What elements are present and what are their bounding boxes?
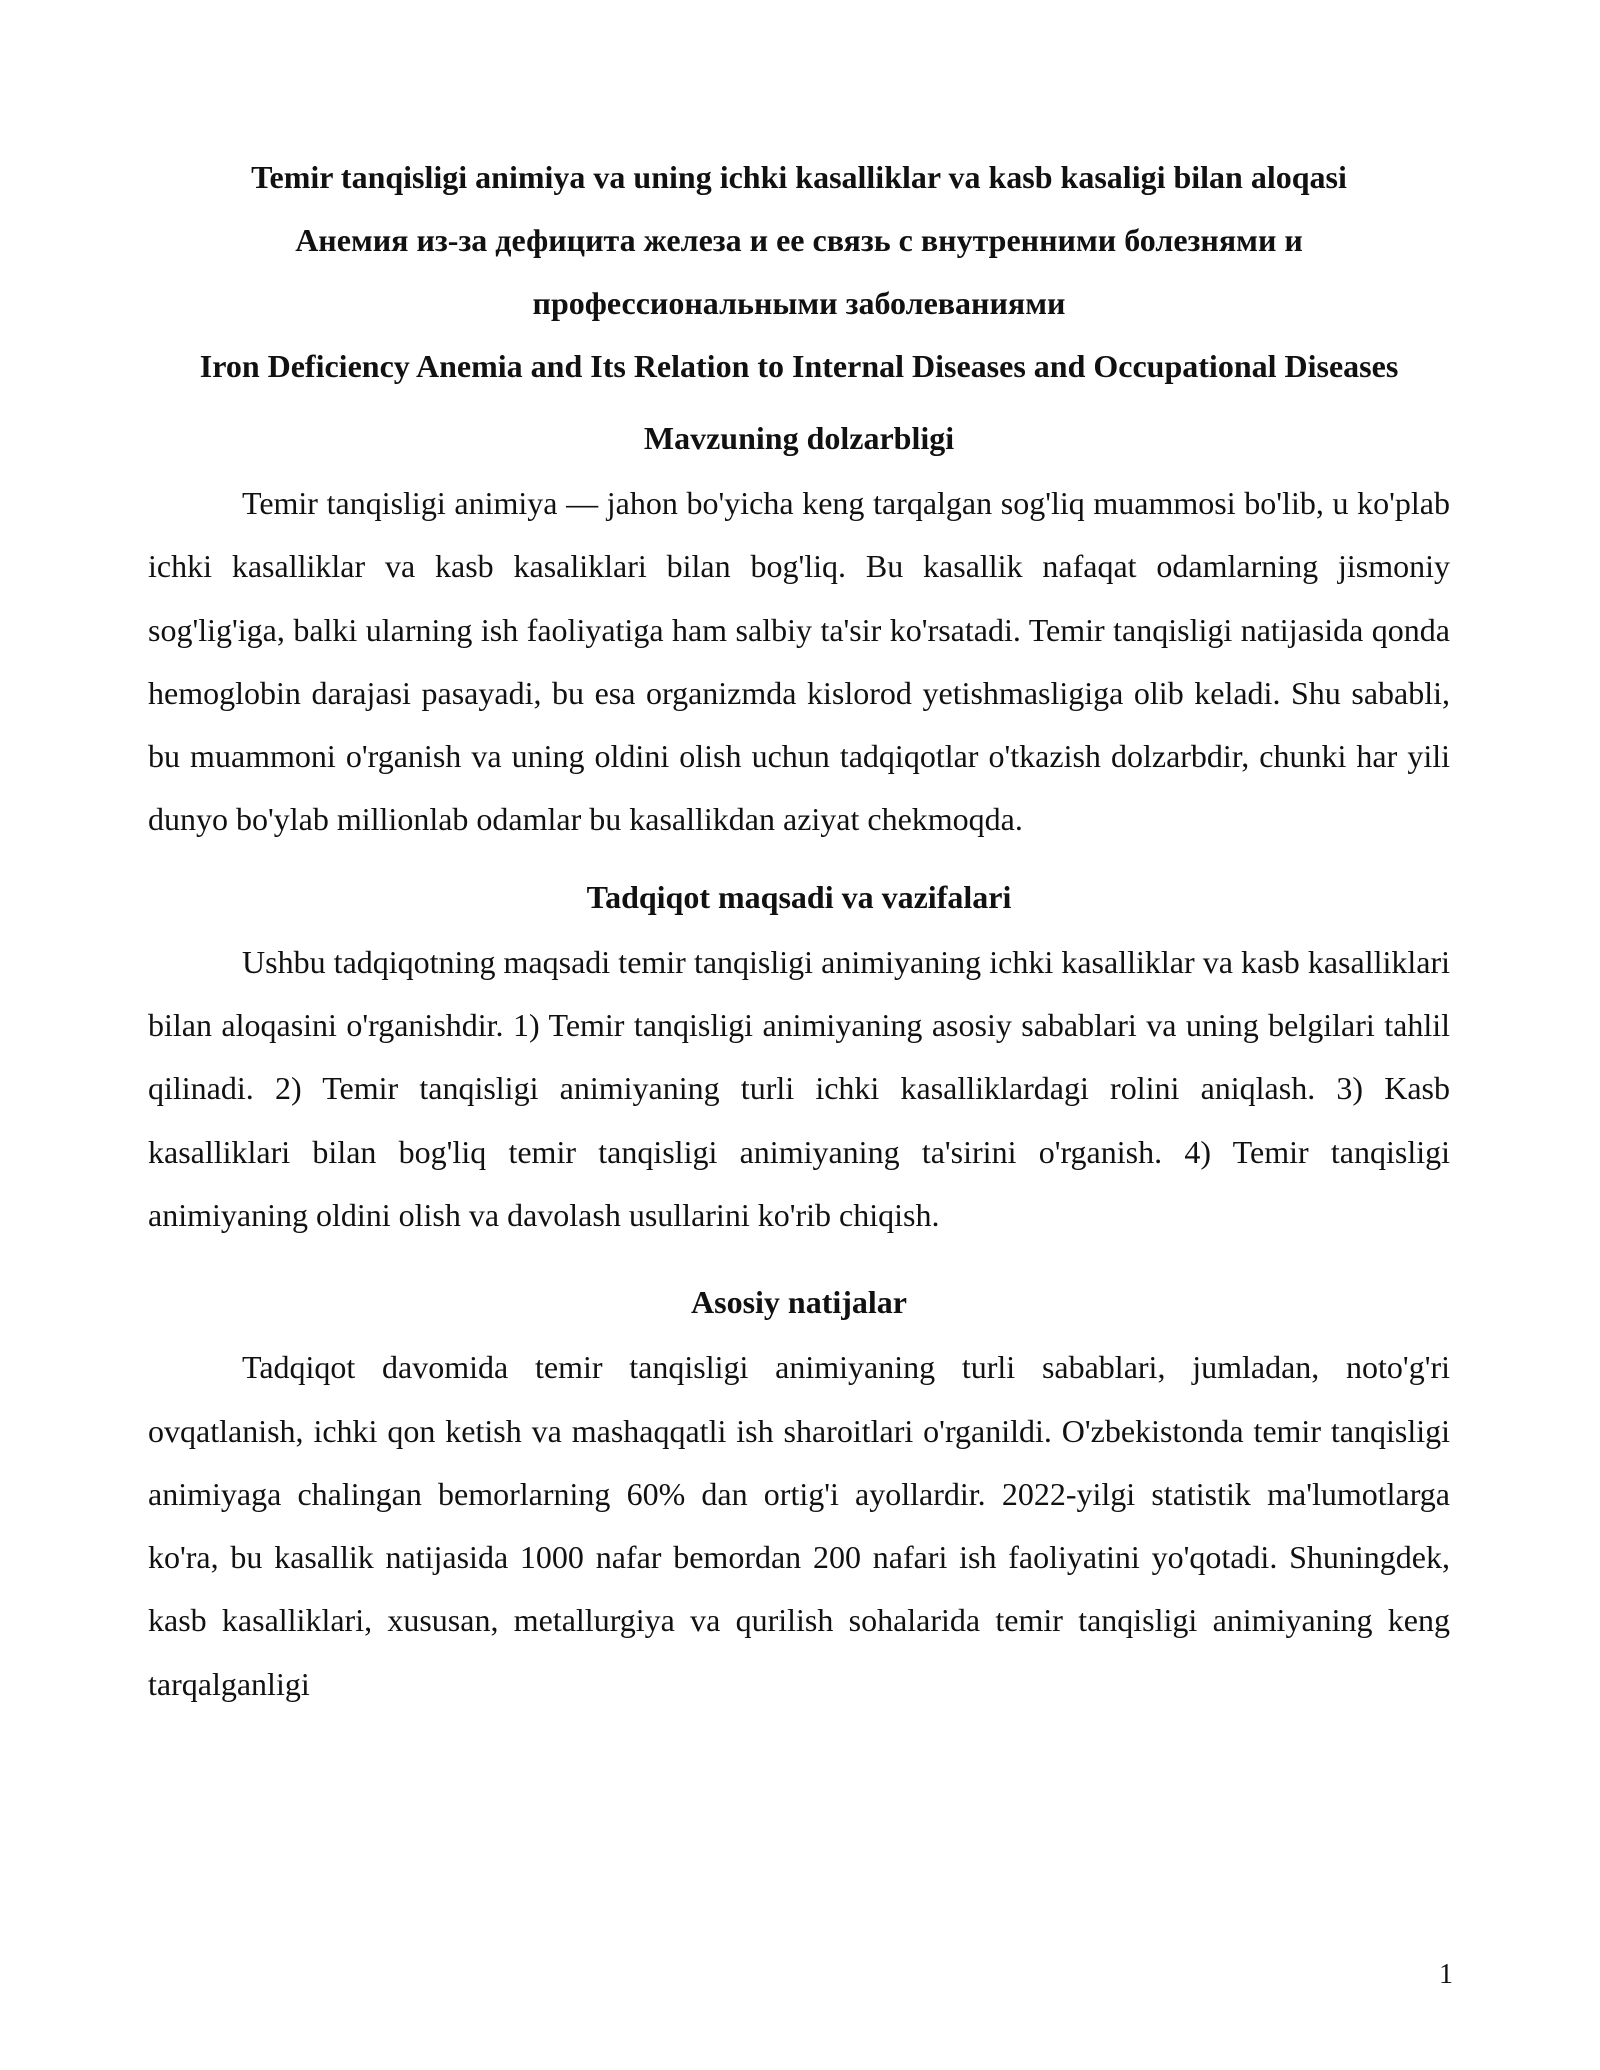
document-page	[148, 146, 1450, 1716]
section-paragraph-objectives: Ushbu tadqiqotning maqsadi temir tanqisligi animiyaning ichki kasalliklar va kasb kasalliklari bilan aloqasini o'rganishdir. 1) Temir tanqisligi animiyaning asosiy sabablari va uning belgilari tahlil qilinadi. 2) Temir tanqisligi animiyaning turli ichki kasalliklardagi rolini aniqlash. 3) Kasb kasalliklari bilan bog'liq temir tanqisligi animiyaning ta'sirini o'rganish. 4) Temir tanqisligi animiyaning oldini olish va davolash usullarini ko'rib chiqish.	[148, 943, 1450, 1233]
section-heading-relevance: Mavzuning dolzarbligi	[643, 420, 955, 456]
title-uzbek: Temir tanqisligi animiya va uning ichki kasalliklar va kasb kasaligi bilan aloqasi	[251, 159, 1347, 195]
title-english: Iron Deficiency Anemia and Its Relation to Internal Diseases and Occupational Diseases	[199, 348, 1399, 384]
section-paragraph-relevance: Temir tanqisligi animiya — jahon bo'yicha keng tarqalgan sog'liq muammosi bo'lib, u ko'plab ichki kasalliklar va kasb kasaliklari bilan bog'liq. Bu kasallik nafaqat odamlarning jismoniy sog'lig'iga, balki ularning ish faoliyatiga ham salbiy ta'sir ko'rsatadi. Temir tanqisligi natijasida qonda hemoglobin darajasi pasayadi, bu esa organizmda kislorod yetishmasligiga olib keladi. Shu sababli, bu muammoni o'rganish va uning oldini olish uchun tadqiqotlar o'tkazish dolzarbdir, chunki har yili dunyo bo'ylab millionlab odamlar bu kasallikdan aziyat chekmoqda.	[148, 485, 1450, 838]
section-heading-results: Asosiy natijalar	[691, 1284, 907, 1321]
title-russian: Анемия из-за дефицита железа и ее связь с внутренними болезнями и профессиональными заболеваниями	[295, 222, 1303, 321]
section-paragraph-results: Tadqiqot davomida temir tanqisligi animiyaning turli sabablari, jumladan, noto'g'ri ovqatlanish, ichki qon ketish va mashaqqatli ish sharoitlari o'rganildi. O'zbekistonda temir tanqisligi animiyaga chalingan bemorlarning 60% dan ortig'i ayollardir. 2022-yilgi statistik ma'lumotlarga ko'ra, bu kasallik natijasida 1000 nafar bemordan 200 nafari ish faoliyatini yo'qotadi. Shuningdek, kasb kasalliklari, xususan, metallurgiya va qurilish sohalarida temir tanqisligi animiyaning keng tarqalganligi	[148, 1349, 1450, 1702]
page-number: 1	[1439, 1959, 1453, 1990]
section-heading-objectives: Tadqiqot maqsadi va vazifalari	[586, 878, 1012, 915]
